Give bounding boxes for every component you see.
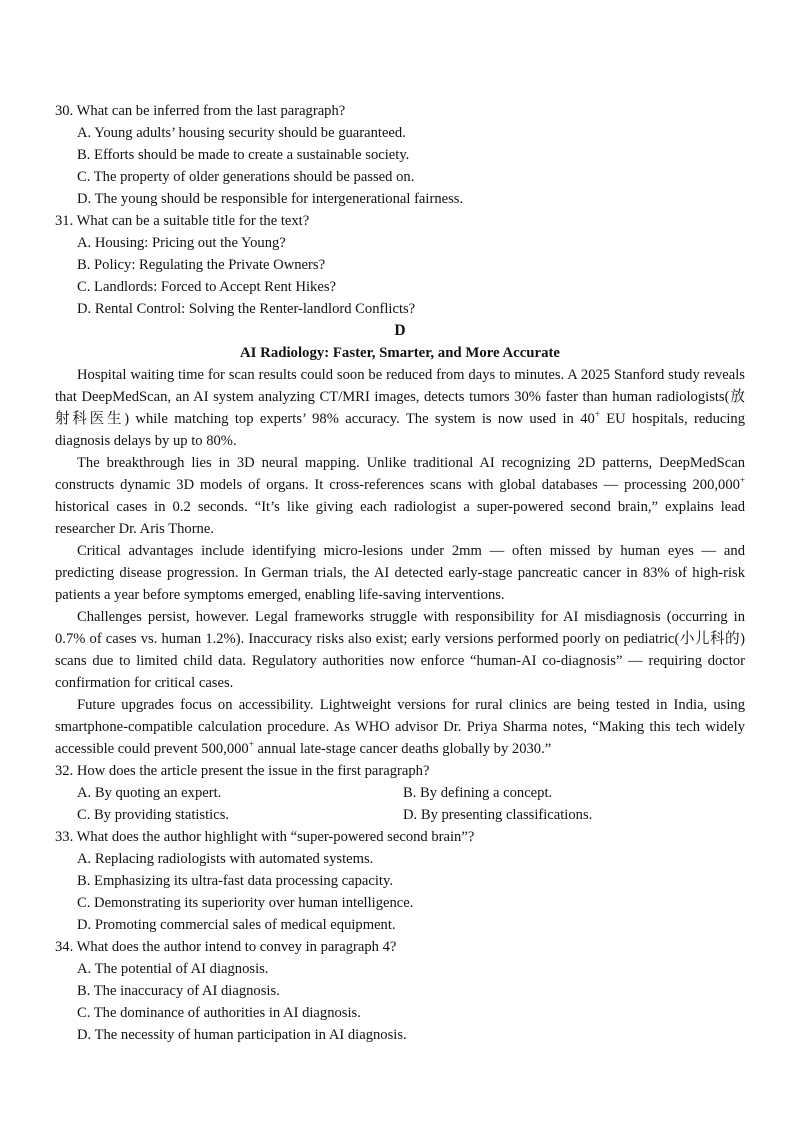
question-32-stem: 32. How does the article present the issue in the first paragraph? (55, 763, 430, 779)
question-32-options-row-2 (77, 804, 745, 826)
question-31-option-d: D. Rental Control: Solving the Renter-landlord Conflicts? (77, 301, 416, 317)
p2-text-b: historical cases in 0.2 seconds. “It’s like giving each radiologist a super-powered second brain,” explains lead researcher Dr. Aris Thorne. (55, 499, 745, 537)
question-34-option-b: B. The inaccuracy of AI diagnosis. (77, 983, 280, 999)
passage-paragraph-2 (55, 452, 745, 540)
plus-superscript: + (594, 409, 600, 420)
question-32-options-row-1 (77, 782, 745, 804)
p2-text-a: The breakthrough lies in 3D neural mapping. Unlike traditional AI recognizing 2D patterns, DeepMedScan constructs dynamic 3D models of organs. It cross-references scans with global databases — processing 200,000 (55, 455, 745, 493)
question-33-option-a: A. Replacing radiologists with automated systems. (77, 851, 374, 867)
passage-paragraph-3: Critical advantages include identifying micro-lesions under 2mm — often missed by human eyes — and predicting disease progression. In German trials, the AI detected early-stage pancreatic cancer in 83% of high-risk patients a year before symptoms emerged, enabling life-saving interventions. (55, 543, 745, 603)
section-letter: D (394, 322, 406, 339)
question-32-option-b: B. By defining a concept. (403, 785, 553, 801)
plus-superscript: + (248, 739, 254, 750)
question-34-stem: 34. What does the author intend to convey in paragraph 4? (55, 939, 397, 955)
question-34-option-a: A. The potential of AI diagnosis. (77, 961, 269, 977)
passage-title: AI Radiology: Faster, Smarter, and More Accurate (239, 345, 560, 361)
question-32-option-c: C. By providing statistics. (77, 807, 230, 823)
question-34-option-d: D. The necessity of human participation in AI diagnosis. (77, 1027, 407, 1043)
question-30-option-a: A. Young adults’ housing security should be guaranteed. (77, 125, 406, 141)
question-30-option-d: D. The young should be responsible for intergenerational fairness. (77, 191, 464, 207)
question-31-option-a: A. Housing: Pricing out the Young? (77, 235, 286, 251)
question-31-option-c: C. Landlords: Forced to Accept Rent Hikes? (77, 279, 336, 295)
p5-text-b: annual late-stage cancer deaths globally by 2030.” (253, 741, 552, 757)
plus-superscript: + (739, 475, 745, 486)
question-31-stem: 31. What can be a suitable title for the text? (55, 213, 310, 229)
question-30-option-b: B. Efforts should be made to create a sustainable society. (77, 147, 410, 163)
question-30-option-c: C. The property of older generations should be passed on. (77, 169, 415, 185)
question-32-option-d: D. By presenting classifications. (403, 807, 593, 823)
passage-paragraph-1 (55, 364, 745, 452)
question-34-option-c: C. The dominance of authorities in AI diagnosis. (77, 1005, 361, 1021)
passage-paragraph-5 (55, 694, 745, 760)
p1-text-b: EU hospitals, reducing diagnosis delays by up to 80%. (55, 411, 746, 449)
passage-paragraph-4: Challenges persist, however. Legal frameworks struggle with responsibility for AI misdiagnosis (occurring in 0.7% of cases vs. human 1.2%). Inaccuracy risks also exist; early versions performed poorly on pediatric(小儿科的) scans due to limited child data. Regulatory authorities now enforce “human-AI co-diagnosis” — requiring doctor confirmation for critical cases. (55, 609, 745, 691)
p5-text-a: Future upgrades focus on accessibility. Lightweight versions for rural clinics are being tested in India, using smartphone-compatible calculation procedure. As WHO advisor Dr. Priya Sharma notes, “Making this tech widely accessible could prevent 500,000 (55, 697, 745, 757)
question-32-option-a: A. By quoting an expert. (77, 785, 222, 801)
question-31-option-b: B. Policy: Regulating the Private Owners? (77, 257, 326, 273)
p1-text-a: Hospital waiting time for scan results could soon be reduced from days to minutes. A 2025 Stanford study reveals that DeepMedScan, an AI system analyzing CT/MRI images, detects tumors 30% faster than human radiologists(放射科医生) while matching top experts’ 98% accuracy. The system is now used in 40 (55, 367, 745, 427)
question-33-option-d: D. Promoting commercial sales of medical equipment. (77, 917, 396, 933)
question-33-option-c: C. Demonstrating its superiority over human intelligence. (77, 895, 414, 911)
question-33-option-b: B. Emphasizing its ultra-fast data processing capacity. (77, 873, 393, 889)
question-30-stem: 30. What can be inferred from the last paragraph? (55, 103, 346, 119)
question-33-stem: 33. What does the author highlight with “super-powered second brain”? (55, 829, 475, 845)
